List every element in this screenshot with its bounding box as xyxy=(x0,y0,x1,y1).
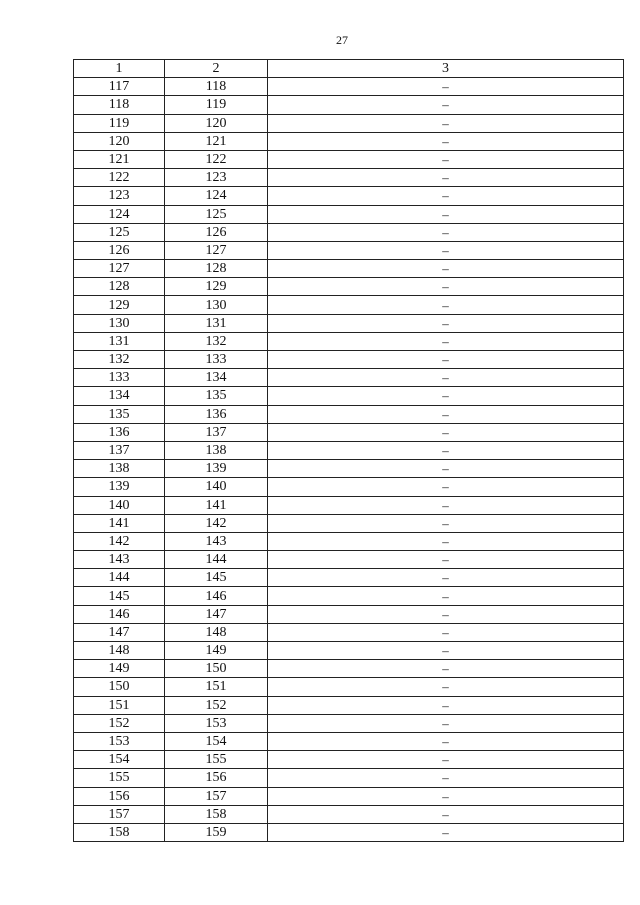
table-cell-col1: 147 xyxy=(74,623,165,641)
table-row xyxy=(74,187,624,205)
table-cell-col2: 144 xyxy=(165,551,268,569)
table-cell-col3: – xyxy=(268,150,624,168)
table-cell-col3: – xyxy=(268,696,624,714)
column-header-1: 1 xyxy=(74,60,165,78)
table-cell-col3: – xyxy=(268,642,624,660)
table-cell-col1: 144 xyxy=(74,569,165,587)
table-cell-col2: 156 xyxy=(165,769,268,787)
table-row xyxy=(74,205,624,223)
table-row xyxy=(74,769,624,787)
table-cell-col1: 141 xyxy=(74,514,165,532)
table-cell-col3: – xyxy=(268,387,624,405)
table-cell-col3: – xyxy=(268,805,624,823)
table-cell-col1: 143 xyxy=(74,551,165,569)
table-cell-col2: 158 xyxy=(165,805,268,823)
table-cell-col1: 142 xyxy=(74,532,165,550)
table-cell-col1: 156 xyxy=(74,787,165,805)
table-cell-col1: 149 xyxy=(74,660,165,678)
table-cell-col3: – xyxy=(268,369,624,387)
table-row xyxy=(74,150,624,168)
table-cell-col3: – xyxy=(268,296,624,314)
table-cell-col2: 130 xyxy=(165,296,268,314)
table-cell-col1: 136 xyxy=(74,423,165,441)
table-cell-col1: 130 xyxy=(74,314,165,332)
table-cell-col3: – xyxy=(268,187,624,205)
table-cell-col1: 127 xyxy=(74,260,165,278)
table-row xyxy=(74,696,624,714)
table-cell-col2: 148 xyxy=(165,623,268,641)
table-row xyxy=(74,496,624,514)
table-cell-col2: 120 xyxy=(165,114,268,132)
table-cell-col3: – xyxy=(268,660,624,678)
table-cell-col2: 142 xyxy=(165,514,268,532)
table-cell-col1: 148 xyxy=(74,642,165,660)
table-header-row xyxy=(74,60,624,78)
table-cell-col3: – xyxy=(268,132,624,150)
table-cell-col1: 146 xyxy=(74,605,165,623)
table-row xyxy=(74,387,624,405)
table-row xyxy=(74,823,624,841)
table-cell-col3: – xyxy=(268,605,624,623)
table-cell-col3: – xyxy=(268,769,624,787)
table-row xyxy=(74,114,624,132)
table-row xyxy=(74,314,624,332)
table-cell-col2: 123 xyxy=(165,169,268,187)
table-cell-col2: 129 xyxy=(165,278,268,296)
table-cell-col1: 133 xyxy=(74,369,165,387)
table-cell-col1: 119 xyxy=(74,114,165,132)
table-row xyxy=(74,405,624,423)
table-cell-col1: 157 xyxy=(74,805,165,823)
table-cell-col3: – xyxy=(268,260,624,278)
table-row xyxy=(74,805,624,823)
table-cell-col2: 122 xyxy=(165,150,268,168)
table-cell-col2: 151 xyxy=(165,678,268,696)
table-cell-col1: 145 xyxy=(74,587,165,605)
table-cell-col2: 126 xyxy=(165,223,268,241)
table-cell-col1: 128 xyxy=(74,278,165,296)
table-cell-col2: 150 xyxy=(165,660,268,678)
table-cell-col1: 129 xyxy=(74,296,165,314)
table-cell-col3: – xyxy=(268,241,624,259)
table-cell-col2: 136 xyxy=(165,405,268,423)
table-cell-col3: – xyxy=(268,569,624,587)
table-row xyxy=(74,132,624,150)
table-cell-col2: 139 xyxy=(165,460,268,478)
table-row xyxy=(74,714,624,732)
table-cell-col1: 120 xyxy=(74,132,165,150)
table-cell-col1: 151 xyxy=(74,696,165,714)
table-row xyxy=(74,660,624,678)
table-cell-col2: 125 xyxy=(165,205,268,223)
table-cell-col1: 117 xyxy=(74,78,165,96)
table-row xyxy=(74,96,624,114)
table-cell-col2: 141 xyxy=(165,496,268,514)
table-cell-col2: 143 xyxy=(165,532,268,550)
table-cell-col3: – xyxy=(268,423,624,441)
table-row xyxy=(74,278,624,296)
table-cell-col3: – xyxy=(268,314,624,332)
table-row xyxy=(74,587,624,605)
table-cell-col1: 154 xyxy=(74,751,165,769)
table-cell-col3: – xyxy=(268,78,624,96)
table-cell-col3: – xyxy=(268,623,624,641)
table-cell-col2: 159 xyxy=(165,823,268,841)
table-cell-col2: 118 xyxy=(165,78,268,96)
table-cell-col3: – xyxy=(268,169,624,187)
table-cell-col2: 152 xyxy=(165,696,268,714)
table-row xyxy=(74,551,624,569)
table-cell-col2: 145 xyxy=(165,569,268,587)
table-cell-col3: – xyxy=(268,460,624,478)
table-row xyxy=(74,751,624,769)
table-cell-col1: 139 xyxy=(74,478,165,496)
table-cell-col2: 127 xyxy=(165,241,268,259)
table-row xyxy=(74,787,624,805)
table-row xyxy=(74,423,624,441)
table-cell-col2: 155 xyxy=(165,751,268,769)
table-cell-col1: 123 xyxy=(74,187,165,205)
table-row xyxy=(74,732,624,750)
table-cell-col2: 157 xyxy=(165,787,268,805)
table-row xyxy=(74,678,624,696)
table-cell-col3: – xyxy=(268,823,624,841)
table-row xyxy=(74,532,624,550)
table-row xyxy=(74,296,624,314)
table-cell-col2: 154 xyxy=(165,732,268,750)
table-row xyxy=(74,478,624,496)
column-header-2: 2 xyxy=(165,60,268,78)
table-cell-col3: – xyxy=(268,787,624,805)
data-table xyxy=(73,59,624,842)
table-row xyxy=(74,351,624,369)
table-cell-col1: 137 xyxy=(74,441,165,459)
table-cell-col3: – xyxy=(268,205,624,223)
table-cell-col3: – xyxy=(268,351,624,369)
table-cell-col2: 135 xyxy=(165,387,268,405)
table-row xyxy=(74,441,624,459)
table-cell-col1: 131 xyxy=(74,332,165,350)
table-row xyxy=(74,223,624,241)
table-cell-col2: 131 xyxy=(165,314,268,332)
column-header-3: 3 xyxy=(268,60,624,78)
table-cell-col1: 138 xyxy=(74,460,165,478)
table-cell-col3: – xyxy=(268,514,624,532)
table-row xyxy=(74,514,624,532)
table-body xyxy=(74,78,624,842)
table-cell-col2: 149 xyxy=(165,642,268,660)
table-cell-col3: – xyxy=(268,714,624,732)
table-cell-col3: – xyxy=(268,332,624,350)
table-cell-col1: 122 xyxy=(74,169,165,187)
table-cell-col3: – xyxy=(268,532,624,550)
page-number: 27 xyxy=(336,33,348,47)
table-cell-col2: 147 xyxy=(165,605,268,623)
table-cell-col3: – xyxy=(268,551,624,569)
table-cell-col3: – xyxy=(268,751,624,769)
table-cell-col1: 121 xyxy=(74,150,165,168)
table-row xyxy=(74,241,624,259)
table-cell-col2: 132 xyxy=(165,332,268,350)
table-cell-col3: – xyxy=(268,496,624,514)
table-cell-col2: 124 xyxy=(165,187,268,205)
table-cell-col2: 121 xyxy=(165,132,268,150)
table-cell-col1: 155 xyxy=(74,769,165,787)
table-cell-col1: 125 xyxy=(74,223,165,241)
table-cell-col3: – xyxy=(268,96,624,114)
table-cell-col3: – xyxy=(268,678,624,696)
table-cell-col2: 140 xyxy=(165,478,268,496)
table-cell-col2: 153 xyxy=(165,714,268,732)
table-cell-col1: 153 xyxy=(74,732,165,750)
table-cell-col3: – xyxy=(268,587,624,605)
table-cell-col2: 133 xyxy=(165,351,268,369)
table-row xyxy=(74,332,624,350)
table-cell-col1: 126 xyxy=(74,241,165,259)
table-cell-col1: 132 xyxy=(74,351,165,369)
table-cell-col1: 134 xyxy=(74,387,165,405)
table-row xyxy=(74,369,624,387)
table-cell-col1: 135 xyxy=(74,405,165,423)
table-cell-col1: 124 xyxy=(74,205,165,223)
table-cell-col2: 128 xyxy=(165,260,268,278)
table-cell-col3: – xyxy=(268,114,624,132)
table-cell-col2: 119 xyxy=(165,96,268,114)
table-cell-col1: 150 xyxy=(74,678,165,696)
table-row xyxy=(74,623,624,641)
table-cell-col2: 138 xyxy=(165,441,268,459)
table-cell-col1: 140 xyxy=(74,496,165,514)
table-cell-col2: 146 xyxy=(165,587,268,605)
table-cell-col2: 137 xyxy=(165,423,268,441)
table-row xyxy=(74,605,624,623)
table-row xyxy=(74,260,624,278)
table-cell-col3: – xyxy=(268,278,624,296)
table-cell-col1: 152 xyxy=(74,714,165,732)
table-cell-col1: 158 xyxy=(74,823,165,841)
table-row xyxy=(74,169,624,187)
table-cell-col3: – xyxy=(268,223,624,241)
table-cell-col3: – xyxy=(268,732,624,750)
table-cell-col1: 118 xyxy=(74,96,165,114)
table-cell-col3: – xyxy=(268,441,624,459)
table-header xyxy=(74,60,624,78)
table-cell-col2: 134 xyxy=(165,369,268,387)
table-row xyxy=(74,569,624,587)
table-row xyxy=(74,460,624,478)
table-row xyxy=(74,642,624,660)
table-row xyxy=(74,78,624,96)
table-cell-col3: – xyxy=(268,478,624,496)
table-cell-col3: – xyxy=(268,405,624,423)
